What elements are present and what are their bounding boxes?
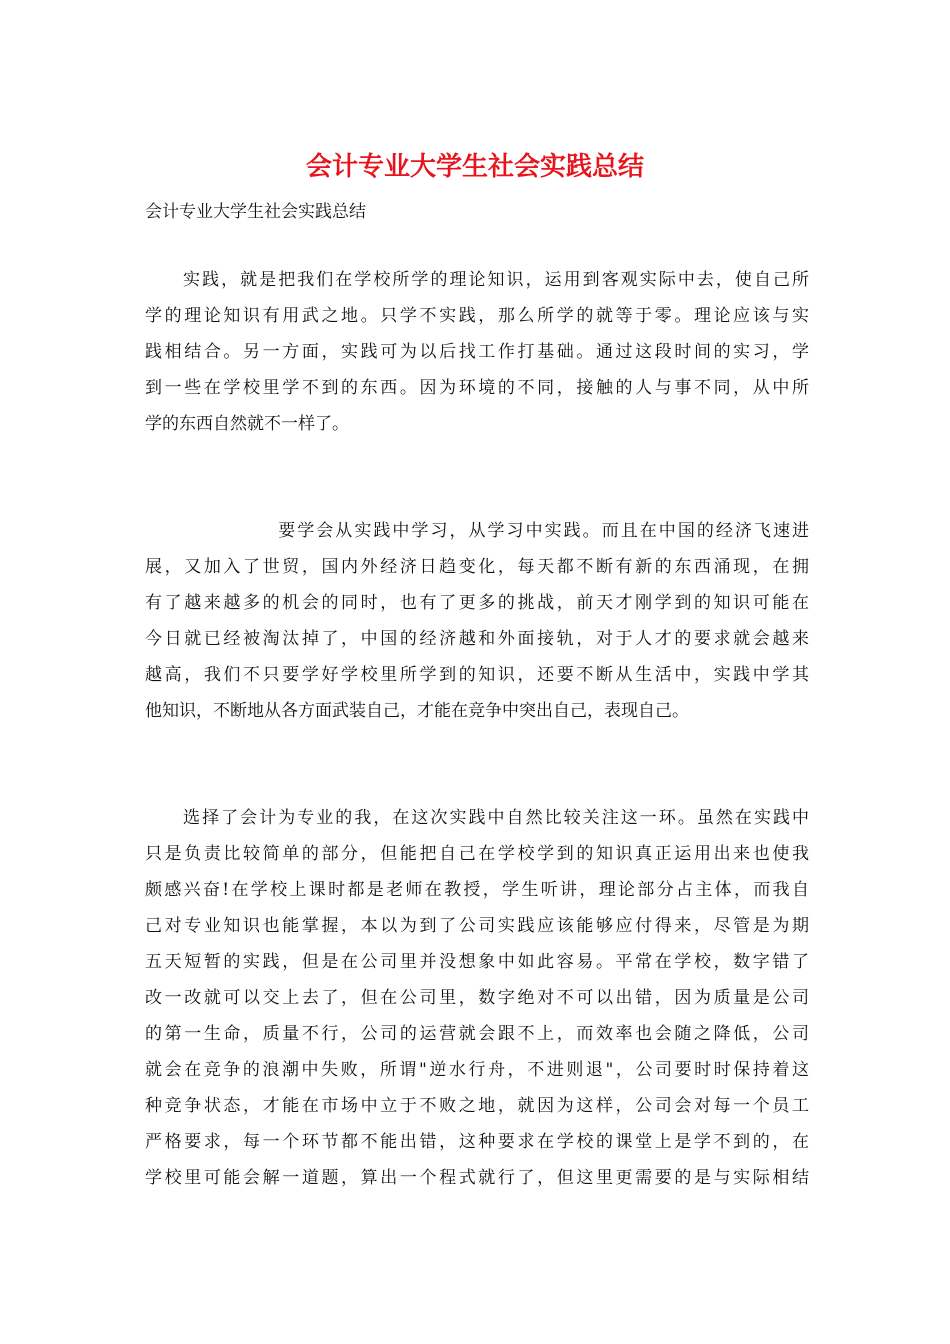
text-line: 改一改就可以交上去了，但在公司里，数字绝对不可以出错，因为质量是公司	[145, 988, 809, 1008]
text-line: 种竞争状态，才能在市场中立于不败之地，就因为这样，公司会对每一个员工	[145, 1096, 809, 1116]
text-line: 五天短暂的实践，但是在公司里并没想象中如此容易。平常在学校，数字错了	[145, 952, 809, 972]
document-title: 会计专业大学生社会实践总结	[305, 152, 644, 182]
paragraph-3	[145, 800, 809, 1196]
text-line: 践相结合。另一方面，实践可为以后找工作打基础。通过这段时间的实习，学	[145, 342, 809, 362]
text-line: 要学会从实践中学习，从学习中实践。而且在中国的经济飞速进	[145, 521, 809, 541]
text-line: 学校里可能会解一道题，算出一个程式就行了，但这里更需要的是与实际相结	[145, 1168, 809, 1188]
paragraph-2	[145, 513, 809, 729]
text-line: 严格要求，每一个环节都不能出错，这种要求在学校的课堂上是学不到的，在	[145, 1132, 809, 1152]
text-line: 选择了会计为专业的我，在这次实践中自然比较关注这一环。虽然在实践中	[145, 808, 809, 828]
text-line: 学的东西自然就不一样了。	[145, 414, 349, 434]
text-line: 越高，我们不只要学好学校里所学到的知识，还要不断从生活中，实践中学其	[145, 665, 809, 685]
text-line: 颇感兴奋!在学校上课时都是老师在教授，学生听讲，理论部分占主体，而我自	[145, 880, 809, 900]
text-line: 就会在竞争的浪潮中失败，所谓"逆水行舟，不进则退"，公司要时时保持着这	[145, 1060, 809, 1080]
text-line: 今日就已经被淘汰掉了，中国的经济越和外面接轨，对于人才的要求就会越来	[145, 629, 809, 649]
text-line: 有了越来越多的机会的同时，也有了更多的挑战，前天才刚学到的知识可能在	[145, 593, 809, 613]
text-line: 实践，就是把我们在学校所学的理论知识，运用到客观实际中去，使自己所	[145, 270, 809, 290]
text-line: 展，又加入了世贸，国内外经济日趋变化，每天都不断有新的东西涌现，在拥	[145, 557, 809, 577]
text-line: 到一些在学校里学不到的东西。因为环境的不同，接触的人与事不同，从中所	[145, 378, 809, 398]
text-line: 的第一生命，质量不行，公司的运营就会跟不上，而效率也会随之降低，公司	[145, 1024, 809, 1044]
document-subtitle: 会计专业大学生社会实践总结	[145, 202, 366, 222]
text-line: 他知识，不断地从各方面武装自己，才能在竞争中突出自己，表现自己。	[145, 701, 689, 721]
text-line: 己对专业知识也能掌握，本以为到了公司实践应该能够应付得来，尽管是为期	[145, 916, 809, 936]
paragraph-1	[145, 262, 809, 442]
text-line: 只是负责比较简单的部分，但能把自己在学校学到的知识真正运用出来也使我	[145, 844, 809, 864]
text-line: 学的理论知识有用武之地。只学不实践，那么所学的就等于零。理论应该与实	[145, 306, 809, 326]
